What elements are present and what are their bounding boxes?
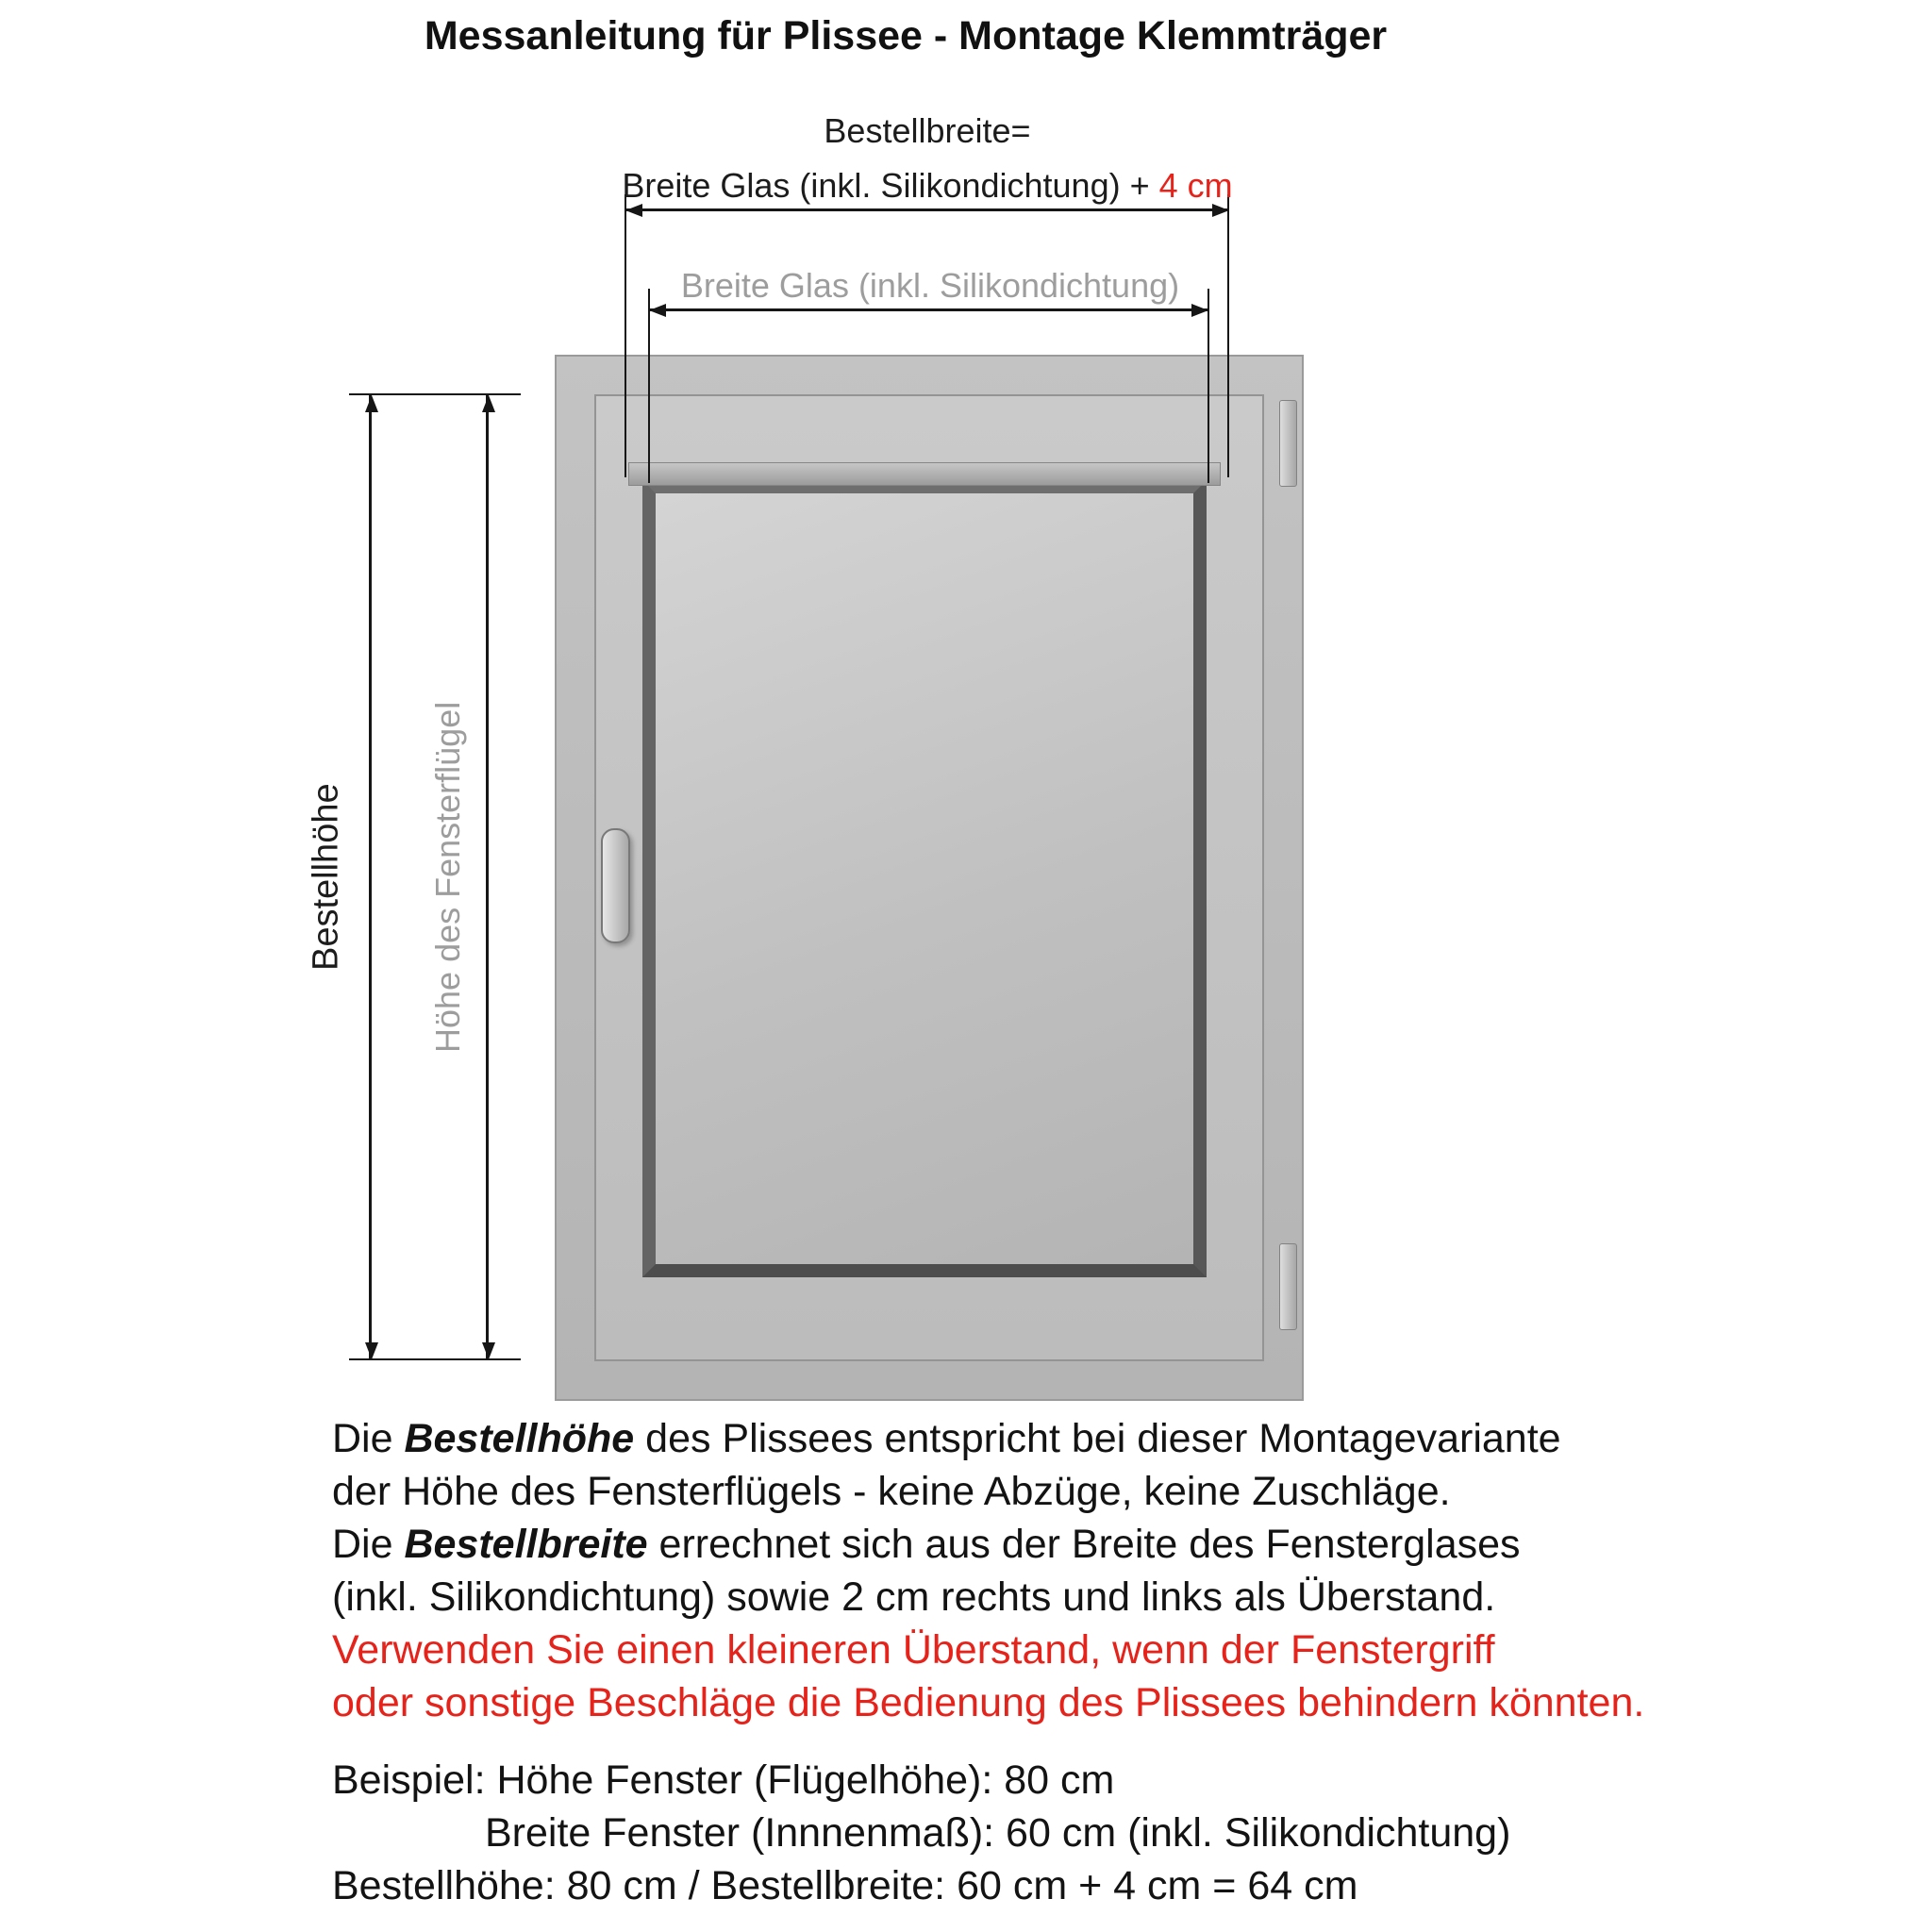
window-glass: [642, 480, 1207, 1277]
warning-line1: Verwenden Sie einen kleineren Überstand, wenn der Fenstergriff: [332, 1627, 1495, 1673]
glass-width-plus-prefix: Breite Glas (inkl. Silikondichtung) +: [622, 166, 1159, 205]
text-segment: Die: [332, 1522, 405, 1567]
window-hinge-bottom: [1279, 1243, 1297, 1330]
order-height-dimension-arrow: [369, 395, 372, 1359]
glass-width-dimension-arrow: [649, 308, 1208, 311]
text-segment: errechnet sich aus der Breite des Fensterglases: [647, 1522, 1521, 1567]
order-width-extension-right: [1227, 194, 1229, 477]
order-height-label: Bestellhöhe: [306, 783, 346, 972]
sash-height-label: Höhe des Fensterflügel: [428, 701, 467, 1054]
order-width-label: Bestellbreite=: [824, 111, 1031, 150]
window-frame: [555, 355, 1304, 1401]
paragraph-width-line1: [332, 1518, 1644, 1571]
explanation-text: [332, 1412, 1644, 1912]
order-width-dimension-arrow: [625, 208, 1229, 211]
example-line3: Bestellhöhe: 80 cm / Bestellbreite: 60 cm + 4 cm = 64 cm: [332, 1863, 1358, 1908]
glass-width-extension-left: [648, 289, 650, 483]
window-hinge-top: [1279, 400, 1297, 487]
text-segment: Die: [332, 1416, 405, 1461]
order-width-extension-left: [625, 194, 626, 477]
glass-width-label: Breite Glas (inkl. Silikondichtung): [680, 266, 1180, 305]
glass-width-plus-label: [531, 166, 1324, 206]
glass-width-plus-value: 4 cm: [1158, 166, 1233, 205]
sash-height-dimension-arrow: [486, 395, 489, 1359]
paragraph-height-line2: der Höhe des Fensterflügels - keine Abzüge, keine Zuschläge.: [332, 1469, 1451, 1514]
window-handle: [601, 828, 630, 943]
order-width-term: Bestellbreite: [404, 1522, 648, 1567]
order-height-term: Bestellhöhe: [404, 1416, 635, 1461]
glass-width-extension-right: [1208, 289, 1209, 483]
paragraph-height-line1: [332, 1412, 1644, 1465]
plissee-top-rail: [628, 462, 1221, 486]
example-line1: Beispiel: Höhe Fenster (Flügelhöhe): 80 cm: [332, 1757, 1115, 1803]
paragraph-width-line2: (inkl. Silikondichtung) sowie 2 cm rechts und links als Überstand.: [332, 1574, 1496, 1620]
text-segment: des Plissees entspricht bei dieser Montagevariante: [634, 1416, 1561, 1461]
warning-line2: oder sonstige Beschläge die Bedienung des Plissees behindern könnten.: [332, 1680, 1645, 1725]
page-title: Messanleitung für Plissee - Montage Klemmträger: [424, 13, 1388, 58]
example-line2: Breite Fenster (Innnenmaß): 60 cm (inkl. Silikondichtung): [485, 1810, 1511, 1856]
